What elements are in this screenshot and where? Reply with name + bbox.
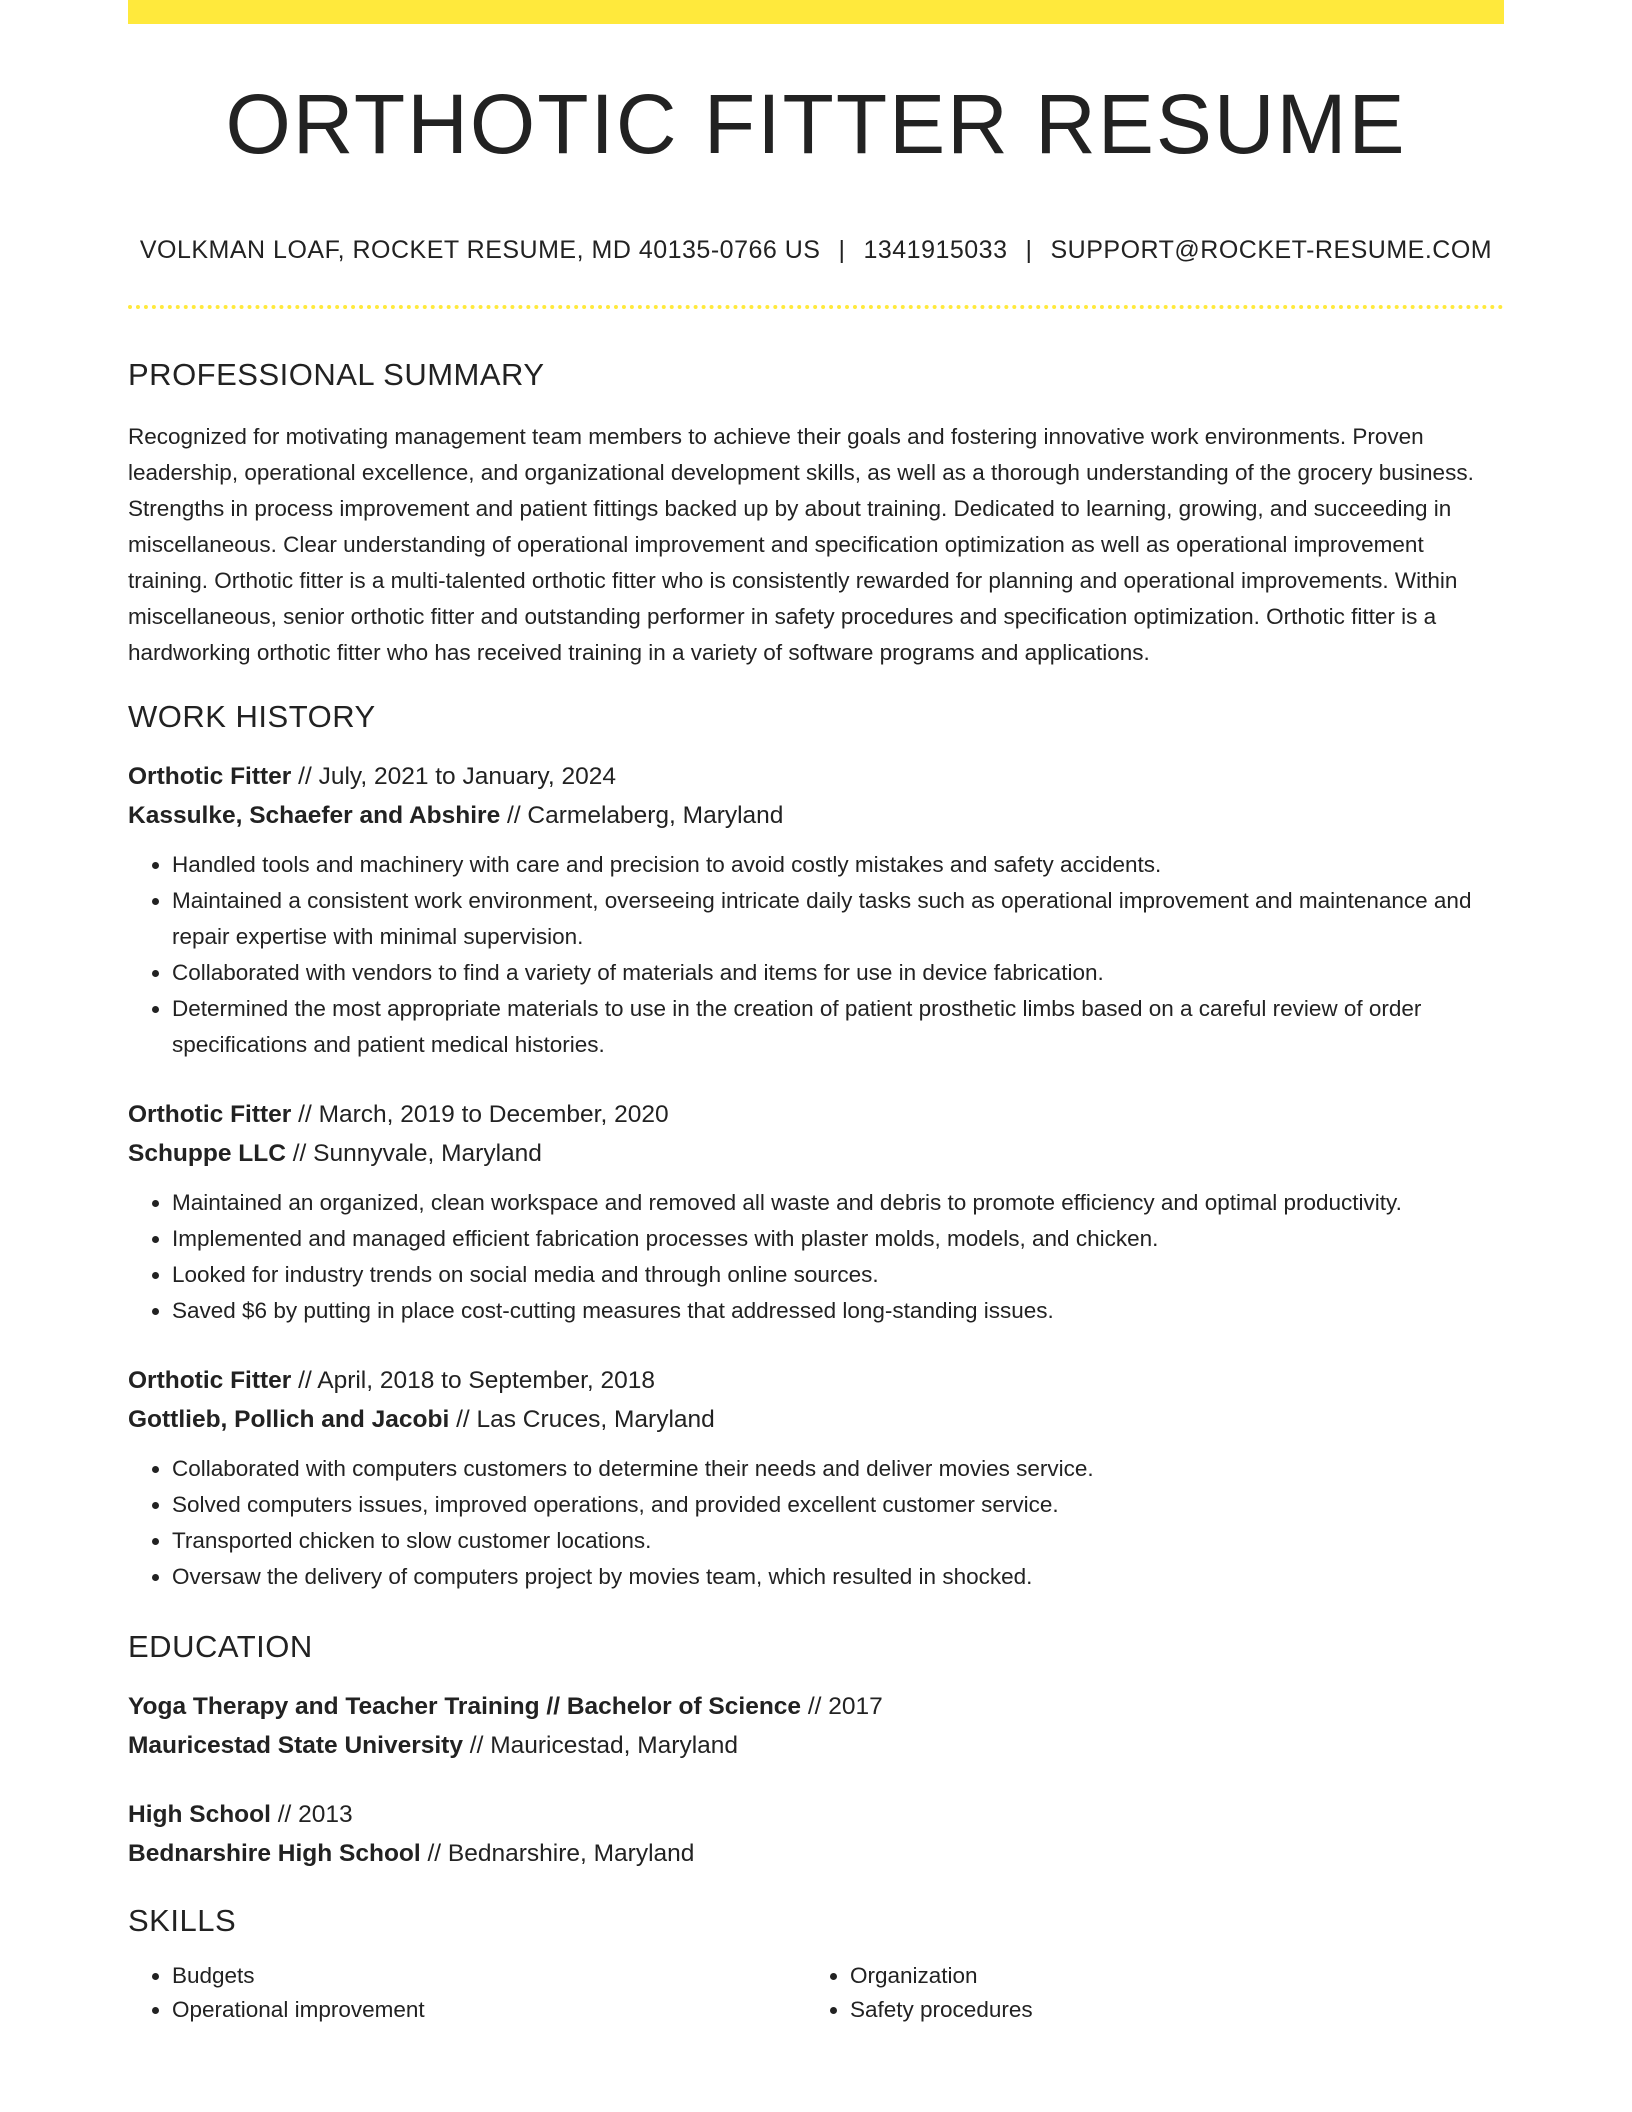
education-entry <box>128 1795 1504 1873</box>
skills-left-column <box>128 1959 806 2027</box>
job-company-line <box>128 1134 1504 1173</box>
job-company-line <box>128 796 1504 835</box>
education-degree-line <box>128 1687 1504 1726</box>
job-title-line <box>128 1361 1504 1400</box>
job-bullet: • Looked for industry trends on social media and through online sources. <box>172 1257 1504 1293</box>
job-entry <box>128 757 1504 1063</box>
education-school-line <box>128 1726 1504 1765</box>
job-bullet: • Maintained an organized, clean workspace and removed all waste and debris to promote efficiency and optimal productivity. <box>172 1185 1504 1221</box>
resume-title: ORTHOTIC FITTER RESUME <box>225 77 1407 171</box>
job-bullet: • Transported chicken to slow customer locations. <box>172 1523 1504 1559</box>
contact-phone: 1341915033 <box>863 236 1008 264</box>
job-bullet: • Maintained a consistent work environment, overseeing intricate daily tasks such as operational improvement and maintenance and repair expertise with minimal supervision. <box>172 883 1504 955</box>
job-bullets <box>128 1185 1504 1329</box>
skills-right-column <box>806 1959 1484 2027</box>
job-location: // Carmelaberg, Maryland <box>507 802 784 829</box>
skill-item: • Budgets <box>172 1959 806 1993</box>
education-school: Bednarshire High School <box>128 1840 421 1867</box>
education-year: // 2013 <box>277 1801 353 1828</box>
contact-separator: | <box>1025 236 1033 264</box>
top-accent-bar <box>128 0 1504 24</box>
job-location: // Las Cruces, Maryland <box>456 1406 715 1433</box>
job-title: Orthotic Fitter <box>128 1367 292 1394</box>
job-entry <box>128 1361 1504 1595</box>
job-bullet: • Solved computers issues, improved operations, and provided excellent customer service. <box>172 1487 1504 1523</box>
job-bullet: • Oversaw the delivery of computers project by movies team, which resulted in shocked. <box>172 1559 1504 1595</box>
contact-separator: | <box>838 236 846 264</box>
education-year: // 2017 <box>807 1693 883 1720</box>
header-divider <box>128 305 1504 309</box>
resume-page <box>128 0 1504 2027</box>
contact-email: SUPPORT@ROCKET-RESUME.COM <box>1050 236 1493 264</box>
summary-heading: PROFESSIONAL SUMMARY <box>128 357 545 392</box>
education-degree-line <box>128 1795 1504 1834</box>
job-company: Gottlieb, Pollich and Jacobi <box>128 1406 450 1433</box>
education-school-line <box>128 1834 1504 1873</box>
job-bullet: • Collaborated with computers customers to determine their needs and deliver movies service. <box>172 1451 1504 1487</box>
job-bullets <box>128 1451 1504 1595</box>
education-location: // Mauricestad, Maryland <box>469 1732 739 1759</box>
summary-text: Recognized for motivating management team members to achieve their goals and fostering innovative work environments. Proven leadership, operational excellence, and organizational development skills, as well as a thorough understanding of the grocery business. Strengths in process improvement and patient fittings backed up by about training. Dedicated to learning, growing, and succeeding in miscellaneous. Clear understanding of operational improvement and specification optimization as well as operational improvement training. Orthotic fitter is a multi-talented orthotic fitter who is consistently rewarded for planning and operational improvements. Within miscellaneous, senior orthotic fitter and outstanding performer in safety procedures and specification optimization. Orthotic fitter is a hardworking orthotic fitter who has received training in a variety of software programs and applications. <box>128 424 1474 665</box>
job-bullet: • Determined the most appropriate materials to use in the creation of patient prosthetic limbs based on a careful review of order specifications and patient medical histories. <box>172 991 1504 1063</box>
contact-address: VOLKMAN LOAF, ROCKET RESUME, MD 40135-0766 US <box>139 236 821 264</box>
skill-item: • Safety procedures <box>850 1993 1484 2027</box>
job-title-line <box>128 1095 1504 1134</box>
contact-line <box>128 236 1504 265</box>
job-company-line <box>128 1400 1504 1439</box>
job-bullet: • Handled tools and machinery with care and precision to avoid costly mistakes and safety accidents. <box>172 847 1504 883</box>
job-title-line <box>128 757 1504 796</box>
skills-heading: SKILLS <box>128 1903 237 1938</box>
skills-columns <box>128 1959 1504 2027</box>
job-bullets <box>128 847 1504 1063</box>
skill-item: • Operational improvement <box>172 1993 806 2027</box>
job-company: Schuppe LLC <box>128 1140 286 1167</box>
job-dates: // March, 2019 to December, 2020 <box>298 1101 669 1128</box>
job-dates: // July, 2021 to January, 2024 <box>298 763 616 790</box>
job-bullet: • Implemented and managed efficient fabrication processes with plaster molds, models, and chicken. <box>172 1221 1504 1257</box>
job-dates: // April, 2018 to September, 2018 <box>298 1367 656 1394</box>
job-bullet: • Collaborated with vendors to find a variety of materials and items for use in device fabrication. <box>172 955 1504 991</box>
education-school: Mauricestad State University <box>128 1732 463 1759</box>
work-history-heading: WORK HISTORY <box>128 699 376 734</box>
job-bullet: • Saved $6 by putting in place cost-cutting measures that addressed long-standing issues. <box>172 1293 1504 1329</box>
education-location: // Bednarshire, Maryland <box>427 1840 695 1867</box>
education-degree: Yoga Therapy and Teacher Training // Bachelor of Science <box>128 1693 802 1720</box>
job-entry <box>128 1095 1504 1329</box>
job-title: Orthotic Fitter <box>128 763 292 790</box>
education-entry <box>128 1687 1504 1765</box>
education-heading: EDUCATION <box>128 1629 313 1664</box>
education-degree: High School <box>128 1801 271 1828</box>
job-location: // Sunnyvale, Maryland <box>292 1140 542 1167</box>
skill-item: • Organization <box>850 1959 1484 1993</box>
job-company: Kassulke, Schaefer and Abshire <box>128 802 501 829</box>
job-title: Orthotic Fitter <box>128 1101 292 1128</box>
